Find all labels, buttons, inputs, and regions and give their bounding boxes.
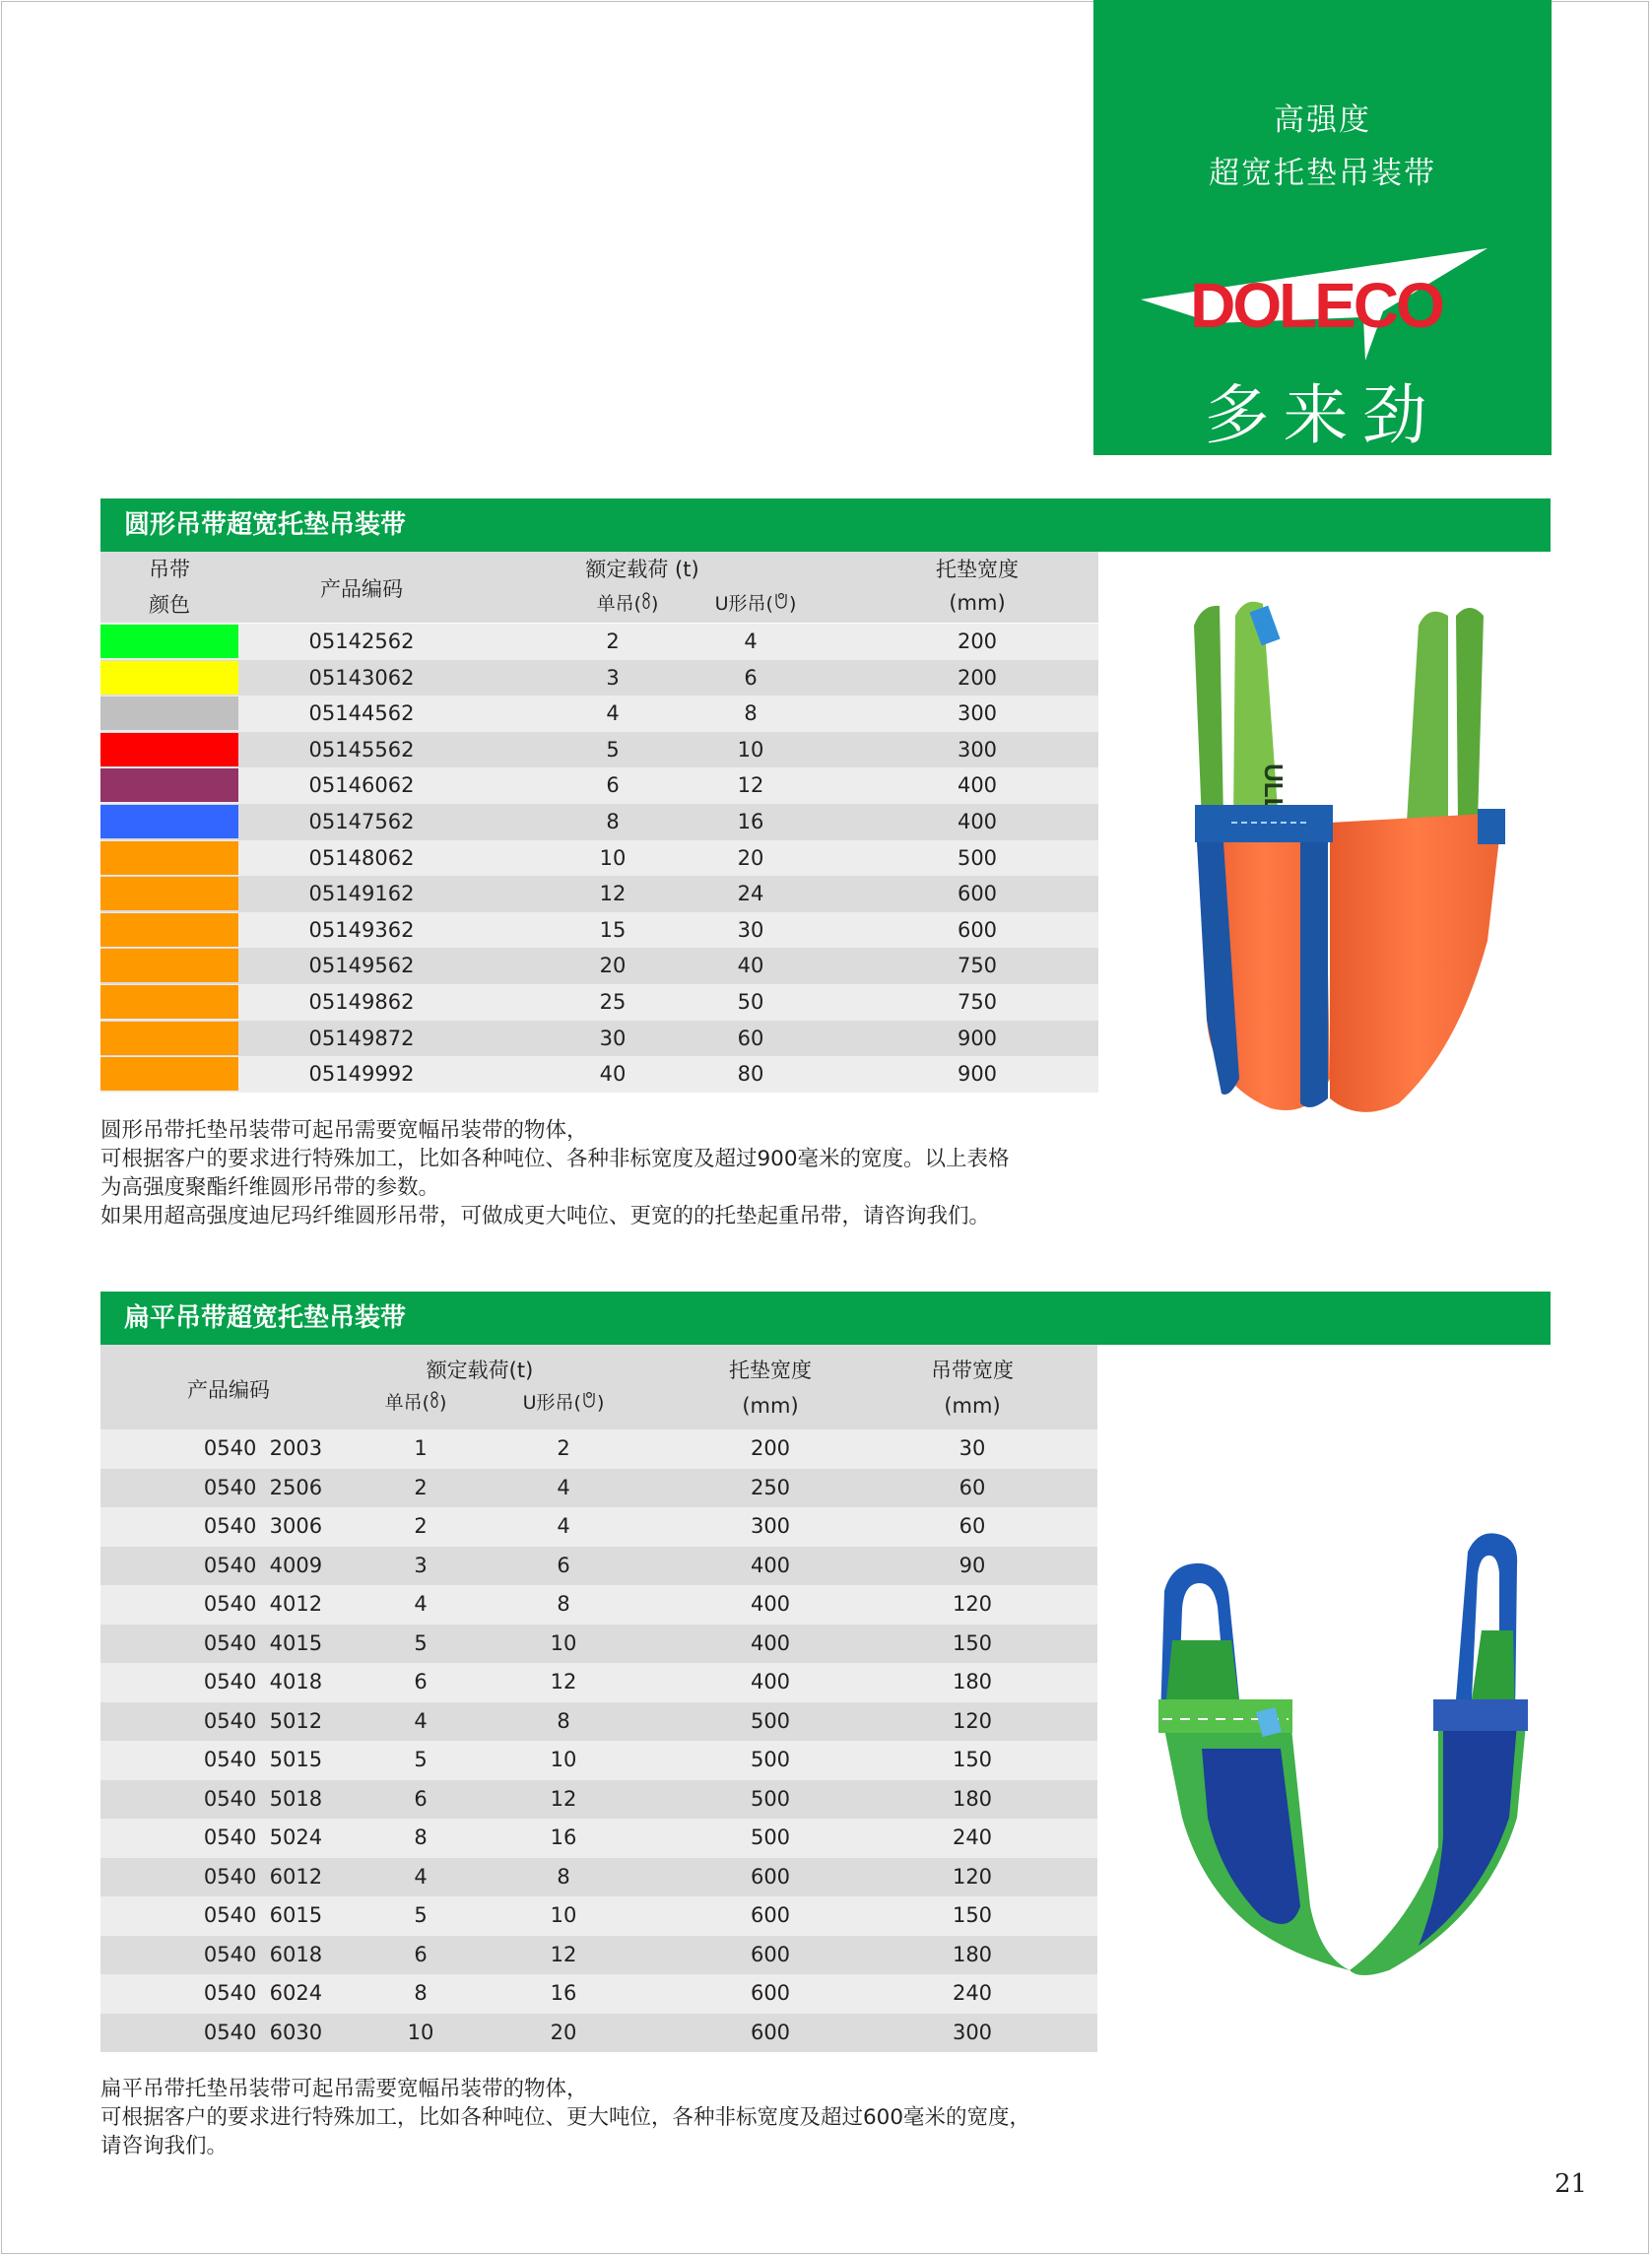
pad-width-cell: 250 — [750, 1475, 791, 1499]
table-row — [100, 767, 1098, 804]
header2-belt-width-l1: 吊带宽度 — [931, 1359, 1014, 1382]
table-row — [100, 1469, 1097, 1508]
product-code-cell: 0540 6024 — [203, 1981, 323, 2005]
table-row — [100, 1056, 1098, 1093]
pad-width-cell: 400 — [957, 809, 998, 833]
sling-color-swatch — [100, 805, 238, 838]
brand-chinese-name: 多来劲 — [1204, 377, 1441, 453]
single-hang-load-cell: 5 — [606, 737, 620, 762]
single-hang-load-cell: 2 — [606, 630, 620, 653]
table-row — [100, 2014, 1097, 2053]
table-row — [100, 696, 1098, 732]
table-row — [100, 1896, 1097, 1936]
table-row — [100, 732, 1098, 768]
table1-body — [100, 624, 1098, 1093]
sling-color-swatch — [100, 1022, 238, 1055]
u-hang-load-cell: 10 — [550, 1630, 577, 1655]
table2-body — [100, 1429, 1097, 2052]
product-code-cell: 0540 3006 — [203, 1514, 323, 1538]
u-hang-load-cell: 16 — [550, 1826, 577, 1849]
pad-width-cell: 300 — [957, 701, 998, 726]
pad-width-cell: 400 — [750, 1670, 791, 1693]
sling-color-swatch — [100, 913, 238, 947]
single-hang-icon — [641, 592, 651, 610]
u-hang-load-cell: 10 — [737, 737, 764, 762]
section-title-flat-sling: 扁平吊带超宽托垫吊装带 — [100, 1292, 1551, 1345]
u-hang-load-cell: 4 — [744, 630, 758, 653]
table-row — [100, 1429, 1097, 1469]
table-row — [100, 984, 1098, 1021]
belt-width-cell: 180 — [952, 1942, 993, 1966]
belt-width-cell: 60 — [958, 1514, 986, 1538]
single-hang-load-cell: 8 — [414, 1826, 428, 1849]
single-hang-load-cell: 10 — [407, 2020, 434, 2044]
single-hang-load-cell: 5 — [414, 1748, 428, 1771]
table-row — [100, 1547, 1097, 1586]
u-hang-load-cell: 80 — [737, 1062, 764, 1087]
product-code-cell: 0540 4015 — [203, 1630, 323, 1655]
single-hang-load-cell: 6 — [414, 1670, 428, 1693]
sling-color-swatch — [100, 985, 238, 1019]
u-hang-icon — [581, 1391, 597, 1409]
belt-width-cell: 120 — [952, 1708, 993, 1733]
description-line: 扁平吊带托垫吊装带可起吊需要宽幅吊装带的物体， — [100, 2077, 588, 2101]
product-code-cell: 0540 5012 — [203, 1708, 323, 1733]
product-code-cell: 0540 5015 — [203, 1748, 323, 1771]
product-code-cell: 0540 4009 — [203, 1553, 323, 1577]
product-code-cell: 0540 5018 — [203, 1786, 323, 1811]
belt-width-cell: 150 — [952, 1748, 993, 1771]
pad-width-cell: 300 — [957, 737, 998, 762]
brand-block — [1093, 0, 1552, 455]
u-hang-load-cell: 8 — [557, 1592, 570, 1616]
table-row — [100, 1702, 1097, 1742]
pad-width-cell: 750 — [957, 989, 998, 1014]
table-row — [100, 948, 1098, 984]
product-code-cell: 0540 4018 — [203, 1670, 323, 1693]
product-code-cell: 05146062 — [308, 773, 415, 798]
sling-color-swatch — [100, 661, 238, 695]
table-row — [100, 1819, 1097, 1858]
single-hang-load-cell: 40 — [599, 1062, 627, 1087]
u-hang-load-cell: 60 — [737, 1026, 764, 1050]
u-hang-load-cell: 20 — [737, 845, 764, 870]
pad-width-cell: 500 — [957, 845, 998, 870]
product-code-cell: 05149872 — [308, 1026, 415, 1050]
product-code-cell: 05147562 — [308, 809, 415, 833]
product-code-cell: 0540 6015 — [203, 1903, 323, 1927]
single-hang-load-cell: 5 — [414, 1903, 428, 1927]
description-line: 可根据客户的要求进行特殊加工，比如各种吨位、各种非标宽度及超过900毫米的宽度。以上表格 — [100, 1147, 1010, 1171]
product-code-cell: 0540 5024 — [203, 1826, 323, 1849]
pad-width-cell: 900 — [957, 1062, 998, 1087]
table-row — [100, 876, 1098, 912]
section1-description — [100, 1116, 1010, 1230]
product-code-cell: 05149992 — [308, 1062, 415, 1087]
flat-sling-pad-photo — [1143, 1522, 1547, 1995]
u-hang-load-cell: 50 — [737, 989, 764, 1014]
u-hang-load-cell: 16 — [737, 809, 764, 833]
pad-width-cell: 200 — [750, 1436, 791, 1460]
belt-width-cell: 60 — [958, 1475, 986, 1499]
u-hang-load-cell: 8 — [744, 701, 758, 726]
table-row — [100, 912, 1098, 949]
single-hang-load-cell: 1 — [414, 1436, 428, 1460]
table-row — [100, 1625, 1097, 1664]
single-hang-load-cell: 2 — [414, 1475, 428, 1499]
header-single-hang: 单吊( ) — [596, 593, 659, 615]
header-pad-width-l1: 托垫宽度 — [936, 558, 1019, 581]
pad-width-cell: 400 — [750, 1553, 791, 1577]
product-code-cell: 05142562 — [308, 630, 415, 653]
u-hang-load-cell: 8 — [557, 1708, 570, 1733]
brand-line-2: 超宽托垫吊装带 — [1209, 156, 1436, 191]
u-hang-load-cell: 2 — [557, 1436, 570, 1460]
table-row — [100, 1858, 1097, 1897]
pad-width-cell: 600 — [750, 1981, 791, 2005]
pad-width-cell: 300 — [750, 1514, 791, 1538]
pad-width-cell: 750 — [957, 954, 998, 978]
belt-width-cell: 120 — [952, 1864, 993, 1889]
u-hang-load-cell: 4 — [557, 1475, 570, 1499]
product-code-cell: 05145562 — [308, 737, 415, 762]
product-code-cell: 0540 4012 — [203, 1592, 323, 1616]
single-hang-load-cell: 4 — [606, 701, 620, 726]
single-hang-load-cell: 6 — [414, 1942, 428, 1966]
sling-color-swatch — [100, 841, 238, 875]
table-row — [100, 660, 1098, 697]
single-hang-load-cell: 12 — [599, 882, 627, 906]
single-hang-load-cell: 2 — [414, 1514, 428, 1538]
sling-color-swatch — [100, 768, 238, 802]
single-hang-load-cell: 8 — [414, 1981, 428, 2005]
section-title-round-sling: 圆形吊带超宽托垫吊装带 — [100, 498, 1551, 552]
pad-width-cell: 500 — [750, 1708, 791, 1733]
single-hang-load-cell: 4 — [414, 1864, 428, 1889]
header2-product-code: 产品编码 — [187, 1378, 270, 1402]
header2-rated-load: 额定载荷(t) — [426, 1359, 534, 1382]
belt-width-cell: 180 — [952, 1670, 993, 1693]
belt-width-cell: 120 — [952, 1592, 993, 1616]
u-hang-load-cell: 10 — [550, 1748, 577, 1771]
section2-description — [100, 2075, 1030, 2160]
doleco-logo-text: DOLECO — [1190, 270, 1442, 341]
single-hang-load-cell: 3 — [414, 1553, 428, 1577]
single-hang-load-cell: 25 — [599, 989, 627, 1014]
table1-header — [100, 552, 1098, 623]
header2-belt-width-l2: (mm) — [944, 1394, 1001, 1418]
product-code-cell: 0540 6030 — [203, 2020, 323, 2044]
pad-width-cell: 600 — [750, 1903, 791, 1927]
single-hang-load-cell: 6 — [606, 773, 620, 798]
single-hang-load-cell: 4 — [414, 1592, 428, 1616]
u-hang-load-cell: 12 — [550, 1786, 577, 1811]
table-row — [100, 1780, 1097, 1820]
single-hang-load-cell: 10 — [599, 845, 627, 870]
description-line: 如果用超高强度迪尼玛纤维圆形吊带，可做成更大吨位、更宽的的托垫起重吊带，请咨询我们。 — [100, 1204, 991, 1228]
belt-width-cell: 150 — [952, 1630, 993, 1655]
product-code-cell: 0540 6012 — [203, 1864, 323, 1889]
pad-width-cell: 600 — [957, 917, 998, 942]
header-color-l2: 颜色 — [149, 593, 190, 617]
header-rated-load: 额定载荷 (t) — [585, 558, 699, 581]
u-hang-load-cell: 16 — [550, 1981, 577, 2005]
table-row — [100, 1974, 1097, 2014]
page-number: 21 — [1554, 2169, 1588, 2199]
sling-color-swatch — [100, 877, 238, 910]
header2-pad-width-l1: 托垫宽度 — [729, 1359, 812, 1382]
header2-single-hang: 单吊( ) — [384, 1392, 447, 1414]
sling-color-swatch — [100, 949, 238, 982]
belt-width-cell: 240 — [952, 1981, 993, 2005]
product-code-cell: 0540 2003 — [203, 1436, 323, 1460]
doleco-logo — [1141, 244, 1525, 363]
pad-width-cell: 600 — [957, 882, 998, 906]
table2-header — [100, 1345, 1097, 1429]
product-code-cell: 05149862 — [308, 989, 415, 1014]
pad-width-cell: 200 — [957, 630, 998, 653]
product-code-cell: 05148062 — [308, 845, 415, 870]
belt-width-cell: 240 — [952, 1826, 993, 1849]
belt-width-cell: 90 — [958, 1553, 986, 1577]
single-hang-load-cell: 4 — [414, 1708, 428, 1733]
single-hang-load-cell: 5 — [414, 1630, 428, 1655]
table-row — [100, 1741, 1097, 1780]
belt-width-cell: 150 — [952, 1903, 993, 1927]
pad-width-cell: 400 — [750, 1592, 791, 1616]
u-hang-load-cell: 40 — [737, 954, 764, 978]
u-hang-load-cell: 12 — [550, 1942, 577, 1966]
header2-pad-width-l2: (mm) — [742, 1394, 799, 1418]
product-code-cell: 0540 2506 — [203, 1475, 323, 1499]
header-product-code: 产品编码 — [320, 577, 403, 601]
pad-width-cell: 400 — [750, 1630, 791, 1655]
product-code-cell: 05149162 — [308, 882, 415, 906]
pad-width-cell: 900 — [957, 1026, 998, 1050]
pad-width-cell: 400 — [957, 773, 998, 798]
u-hang-load-cell: 24 — [737, 882, 764, 906]
table-row — [100, 804, 1098, 840]
u-hang-icon — [773, 592, 789, 610]
table-row — [100, 1507, 1097, 1547]
u-hang-load-cell: 8 — [557, 1864, 570, 1889]
pad-width-cell: 500 — [750, 1786, 791, 1811]
table-row — [100, 624, 1098, 660]
description-line: 可根据客户的要求进行特殊加工，比如各种吨位、更大吨位，各种非标宽度及超过600毫米的宽度， — [100, 2105, 1031, 2130]
pad-width-cell: 500 — [750, 1826, 791, 1849]
product-code-cell: 05149562 — [308, 954, 415, 978]
table-row — [100, 840, 1098, 877]
brand-line-1: 高强度 — [1274, 102, 1371, 138]
single-hang-load-cell: 6 — [414, 1786, 428, 1811]
single-hang-icon — [430, 1391, 439, 1409]
pad-width-cell: 600 — [750, 1864, 791, 1889]
pad-width-cell: 200 — [957, 665, 998, 690]
sling-color-swatch — [100, 733, 238, 766]
single-hang-load-cell: 20 — [599, 954, 627, 978]
product-code-cell: 05144562 — [308, 701, 415, 726]
pad-width-cell: 500 — [750, 1748, 791, 1771]
product-code-cell: 05149362 — [308, 917, 415, 942]
u-hang-load-cell: 30 — [737, 917, 764, 942]
sling-color-swatch — [100, 625, 238, 658]
single-hang-load-cell: 30 — [599, 1026, 627, 1050]
single-hang-load-cell: 3 — [606, 665, 620, 690]
table-row — [100, 1021, 1098, 1057]
description-line: 圆形吊带托垫吊装带可起吊需要宽幅吊装带的物体， — [100, 1118, 588, 1143]
single-hang-load-cell: 8 — [606, 809, 620, 833]
u-hang-load-cell: 12 — [737, 773, 764, 798]
single-hang-load-cell: 15 — [599, 917, 627, 942]
belt-width-cell: 180 — [952, 1786, 993, 1811]
pad-width-cell: 600 — [750, 2020, 791, 2044]
u-hang-load-cell: 12 — [550, 1670, 577, 1693]
product-code-cell: 05143062 — [308, 665, 415, 690]
pad-width-cell: 600 — [750, 1942, 791, 1966]
table-row — [100, 1936, 1097, 1975]
header-u-hang: U形吊( ) — [714, 593, 797, 615]
table-row — [100, 1663, 1097, 1702]
description-line: 为高强度聚酯纤维圆形吊带的参数。 — [100, 1175, 440, 1200]
description-line: 请咨询我们。 — [100, 2134, 229, 2158]
sling-color-swatch — [100, 1057, 238, 1091]
product-code-cell: 0540 6018 — [203, 1942, 323, 1966]
header-pad-width-l2: (mm) — [949, 591, 1006, 615]
sling-color-swatch — [100, 697, 238, 730]
belt-width-cell: 30 — [958, 1436, 986, 1460]
u-hang-load-cell: 20 — [550, 2020, 577, 2044]
u-hang-load-cell: 6 — [557, 1553, 570, 1577]
round-sling-pad-photo — [1162, 586, 1537, 1128]
header-color-l1: 吊带 — [149, 558, 190, 581]
belt-width-cell: 300 — [952, 2020, 993, 2044]
header2-u-hang: U形吊( ) — [522, 1392, 605, 1414]
u-hang-load-cell: 4 — [557, 1514, 570, 1538]
u-hang-load-cell: 10 — [550, 1903, 577, 1927]
u-hang-load-cell: 6 — [744, 665, 758, 690]
table-row — [100, 1585, 1097, 1625]
